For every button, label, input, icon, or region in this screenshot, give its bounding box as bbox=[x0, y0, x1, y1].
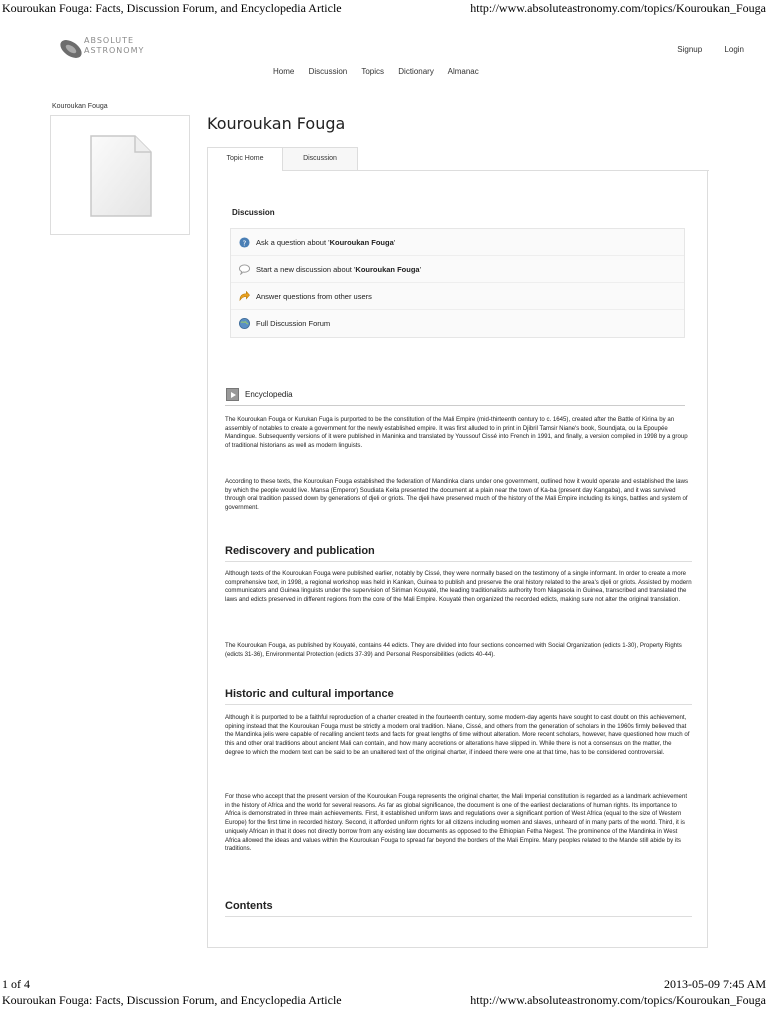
encyclopedia-paragraph-2: According to these texts, the Kouroukan Fouga established the federation of Mandinka clans under one government, outlined how it would operate and established the laws by which the people would live. Mansa (Emperor) Soudiata Keita presented the document at a plain near the town of Ka-ba (present day Kangaba), and it was survived through oral tradition passed down by generations of djeli or griots. The djeli have preserved much of the history of the Mali Empire including its kings, battles and system of government. bbox=[225, 478, 689, 512]
nav-almanac[interactable]: Almanac bbox=[447, 67, 479, 76]
ask-question-prefix: Ask a question about ' bbox=[256, 238, 330, 247]
heading-historic: Historic and cultural importance bbox=[225, 688, 692, 705]
nav-topics[interactable]: Topics bbox=[361, 67, 385, 76]
play-icon bbox=[226, 388, 239, 401]
start-discussion-suffix: ' bbox=[419, 265, 422, 274]
answer-questions-label: Answer questions from other users bbox=[256, 292, 372, 301]
historic-paragraph-2: For those who accept that the present version of the Kouroukan Fouga represents the original charter, the Mali Imperial constitution is regarded as a landmark achievement in the history of Africa and the world for several reasons. As far as global significance, the document is one of the earliest declarations of human rights. Its importance to Africa is demonstrated in three main achievements. First, it established uniform laws and regulations over a significant portion of West Africa (equal to the size of Western Europe) for the first time in recorded history. Second, it afforded uniform rights for all citizens including women and slaves, unheard of in many parts of the world. Third, it is uniquely African in that it does not directly borrow from any existing law documents as opposed to the Ethiopian Fetha Negest. The prominence of the Mandinka in West Africa allowed the ideas and values within the Kouroukan Fouga to spread far beyond the borders of the Mali Empire. Many peoples related to the Mande still abide by its traditions. bbox=[225, 793, 688, 853]
print-header-title: Kouroukan Fouga: Facts, Discussion Forum, and Encyclopedia Article bbox=[2, 1, 342, 15]
start-discussion-topic: Kouroukan Fouga bbox=[355, 265, 420, 274]
print-header-url: http://www.absoluteastronomy.com/topics/Kouroukan_Fouga bbox=[470, 1, 766, 15]
print-header bbox=[0, 0, 768, 16]
print-timestamp: 2013-05-09 7:45 AM bbox=[664, 977, 766, 991]
question-icon bbox=[239, 237, 250, 248]
print-footer-title: Kouroukan Fouga: Facts, Discussion Forum, and Encyclopedia Article bbox=[2, 993, 342, 1007]
page-title: Kouroukan Fouga bbox=[207, 114, 346, 133]
logo-text bbox=[84, 36, 144, 56]
full-forum-label: Full Discussion Forum bbox=[256, 319, 331, 328]
svg-text:?: ? bbox=[242, 238, 247, 248]
tab-discussion[interactable]: Discussion bbox=[282, 147, 358, 171]
rediscovery-paragraph-2: The Kouroukan Fouga, as published by Kouyaté, contains 44 edicts. They are divided into four sections concerned with Social Organization (edicts 1-30), Property Rights (edicts 31-36), Environmental Protection (edicts 37-39) and Personal Responsibilities (edicts 40-44). bbox=[225, 642, 682, 658]
discussion-panel bbox=[230, 228, 685, 338]
page-count: 1 of 4 bbox=[2, 977, 30, 991]
site-logo[interactable] bbox=[56, 32, 156, 66]
heading-contents: Contents bbox=[225, 900, 692, 917]
historic-paragraph-1: Although it is purported to be a faithful reproduction of a charter created in the fourteenth century, some modern-day agents have sought to cast doubt on this achievement, opining instead that the Kouroukan Fouga must be strictly a modern oral tradition. Niane, Cissé, and others from the generation of scholars in the 1960s firmly believed that the Mandinka jelis were capable of recalling ancient texts and facts for great lengths of time without alteration. More recent scholars, however, have questioned how much of this and other oral traditions about ancient Mali can contain, and how many accretions or alterations have slipped in. While there is not a consensus on the matter, the degree to which the modern text can be said to be an unaltered text of the original charter, if indeed there were one at that time, has to be considered controversial. bbox=[225, 714, 690, 756]
start-discussion-prefix: Start a new discussion about ' bbox=[256, 265, 356, 274]
signup-link[interactable]: Signup bbox=[677, 45, 703, 54]
print-footer bbox=[0, 977, 768, 1024]
login-link[interactable]: Login bbox=[724, 45, 744, 54]
encyclopedia-header bbox=[225, 386, 685, 406]
answer-arrow-icon bbox=[239, 291, 250, 302]
account-links bbox=[657, 45, 744, 54]
document-icon bbox=[89, 134, 153, 218]
logo-line-1: ABSOLUTE bbox=[84, 36, 135, 45]
globe-icon bbox=[239, 318, 250, 329]
ask-question-topic: Kouroukan Fouga bbox=[329, 238, 394, 247]
rediscovery-paragraph-1: Although texts of the Kouroukan Fouga were published earlier, notably by Cissé, they were normally based on the testimony of a single informant. In order to create a more comprehensive text, in 1998, a regional workshop was held in Kankan, Guinea to publish and preserve the oral history related to the area's djeli or griots. Assisted by modern communicators and Guinea linguists under the supervision of Siriman Kouyaté, the leading traditionalists authority from Niagasola in Guinea, transcribed and translated the laws and edicts preserved in different regions from the core of the Mali Empire. Kouyaté then organized the recorded edicts, making sure not alter the original translation. bbox=[225, 570, 692, 604]
heading-rediscovery: Rediscovery and publication bbox=[225, 545, 692, 562]
answer-questions-item[interactable] bbox=[231, 283, 684, 310]
nav-home[interactable]: Home bbox=[273, 67, 295, 76]
telescope-logo-icon bbox=[56, 34, 86, 64]
encyclopedia-paragraph-1: The Kouroukan Fouga or Kurukan Fuga is purported to be the constitution of the Mali Empire (mid-thirteenth century to c. 1645), created after the Battle of Kirina by an assembly of notables to create a government for the newly established empire. It was first alluded to in print in Djibril Tamsir Niane's book, Soundjata, ou la Epoupée Mandingue. Subsequently versions of it were published in Maninka and translated by Youssouf Cissé into French in 1991, and finally, a version compiled in 1998 by a group of traditional historians as well as modern linguists. bbox=[225, 416, 688, 450]
discussion-heading: Discussion bbox=[232, 208, 275, 217]
sidebar-title: Kouroukan Fouga bbox=[52, 103, 108, 110]
ask-question-item[interactable] bbox=[231, 229, 684, 256]
full-forum-item[interactable] bbox=[231, 310, 684, 337]
print-footer-url: http://www.absoluteastronomy.com/topics/Kouroukan_Fouga bbox=[470, 993, 766, 1007]
ask-question-suffix: ' bbox=[393, 238, 396, 247]
nav-discussion[interactable]: Discussion bbox=[308, 67, 348, 76]
speech-bubble-icon bbox=[239, 264, 250, 275]
start-discussion-item[interactable] bbox=[231, 256, 684, 283]
sidebar-image-box bbox=[50, 115, 190, 235]
tab-topic-home[interactable]: Topic Home bbox=[207, 147, 283, 171]
logo-line-2: ASTRONOMY bbox=[84, 46, 145, 55]
main-navigation bbox=[273, 67, 491, 76]
encyclopedia-label: Encyclopedia bbox=[245, 390, 293, 399]
nav-dictionary[interactable]: Dictionary bbox=[398, 67, 434, 76]
